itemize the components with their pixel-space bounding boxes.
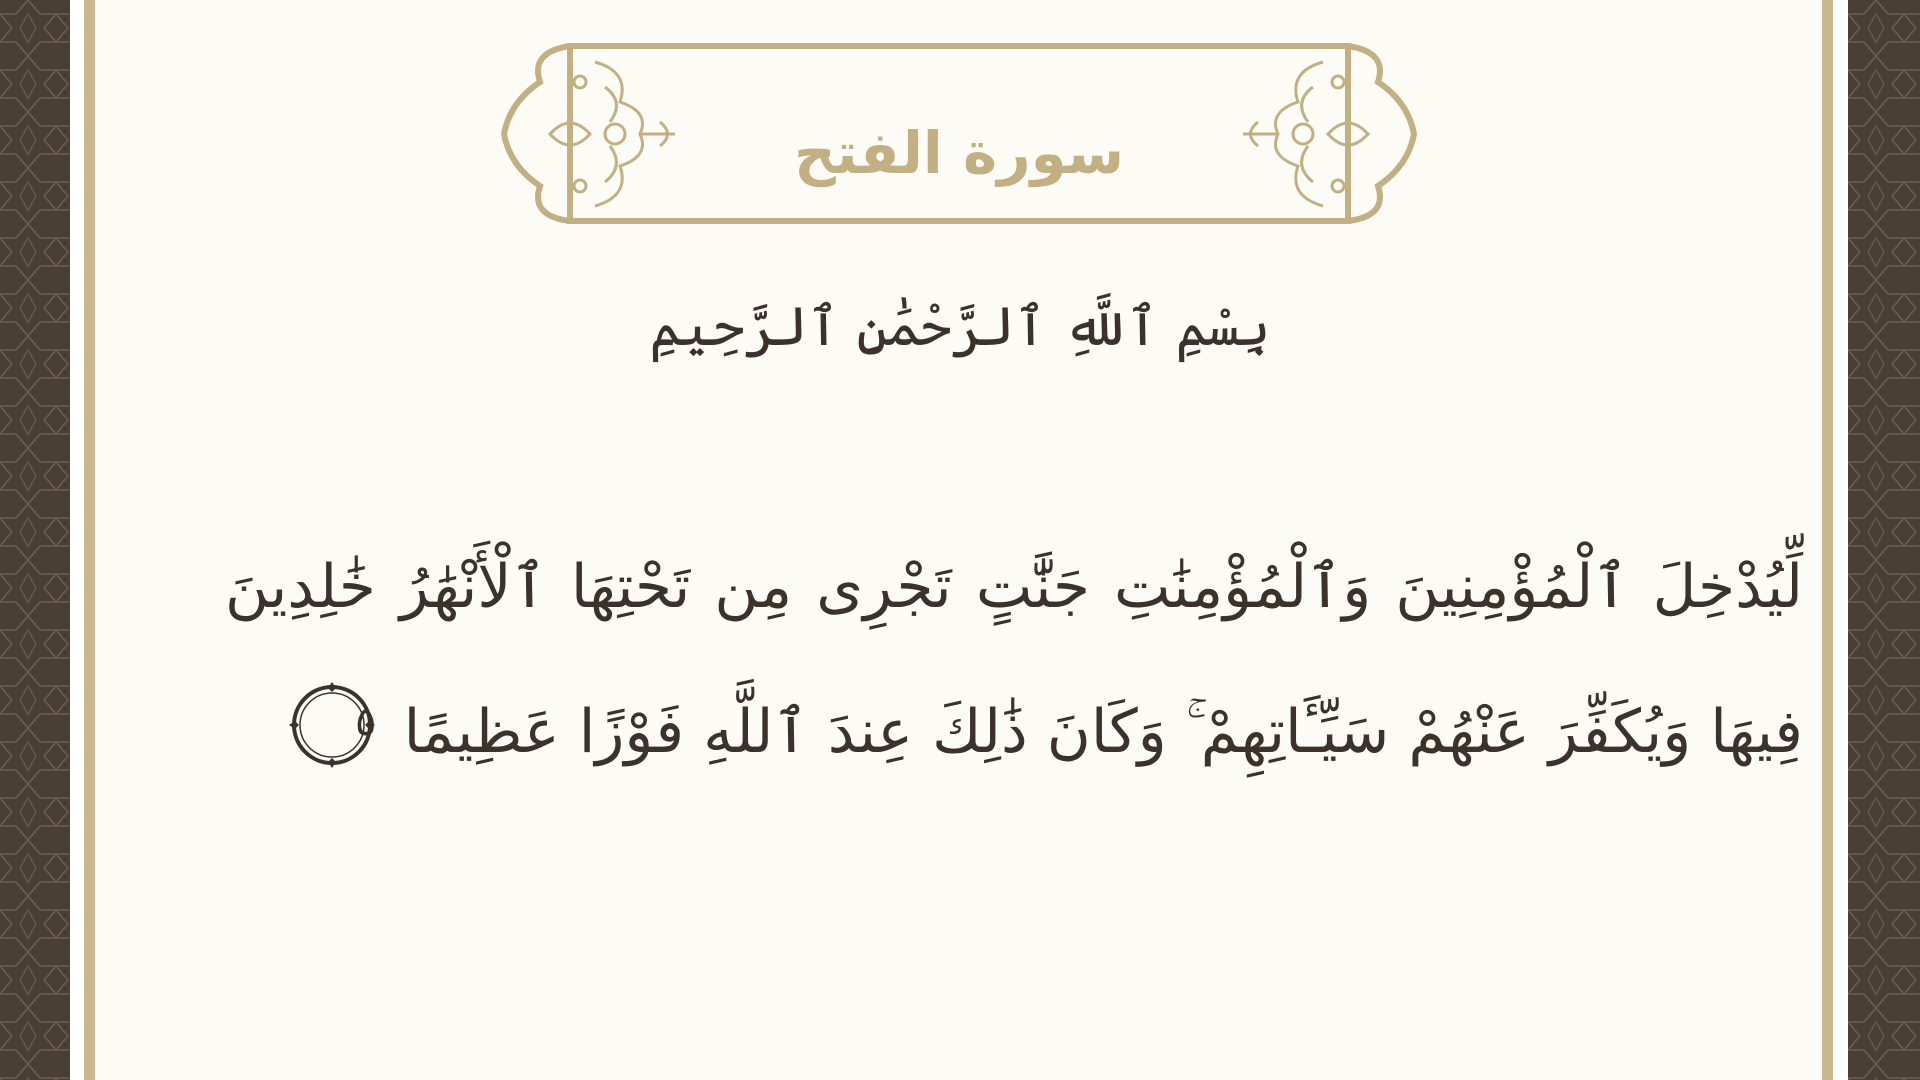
surah-title: سورة الفتح xyxy=(793,119,1125,187)
verse-text-block xyxy=(225,515,1803,805)
verse-text: لِّيُدْخِلَ ٱلْمُؤْمِنِينَ وَٱلْمُؤْمِنَٰتِ جَنَّٰتٍ تَجْرِى مِن تَحْتِهَا ٱلْأَنْهَٰرُ خَٰلِدِينَ فِيهَا وَيُكَفِّرَ عَنْهُمْ سَيِّـَٔاتِهِمْ ۚ وَكَانَ ذَٰلِكَ عِندَ ٱللَّهِ فَوْزًا عَظِيمًا xyxy=(225,552,1803,767)
right-pattern-border xyxy=(1848,0,1920,1080)
left-gold-rule xyxy=(84,0,95,1080)
ayah-number: ٥ xyxy=(355,699,377,746)
left-pattern-border xyxy=(0,0,70,1080)
basmala: بِسْمِ ٱللَّهِ ٱلرَّحْمَٰنِ ٱلرَّحِيمِ xyxy=(649,295,1271,358)
surah-title-banner xyxy=(500,42,1418,227)
right-gold-rule xyxy=(1822,0,1833,1080)
ayah-end-marker-icon xyxy=(287,680,377,770)
